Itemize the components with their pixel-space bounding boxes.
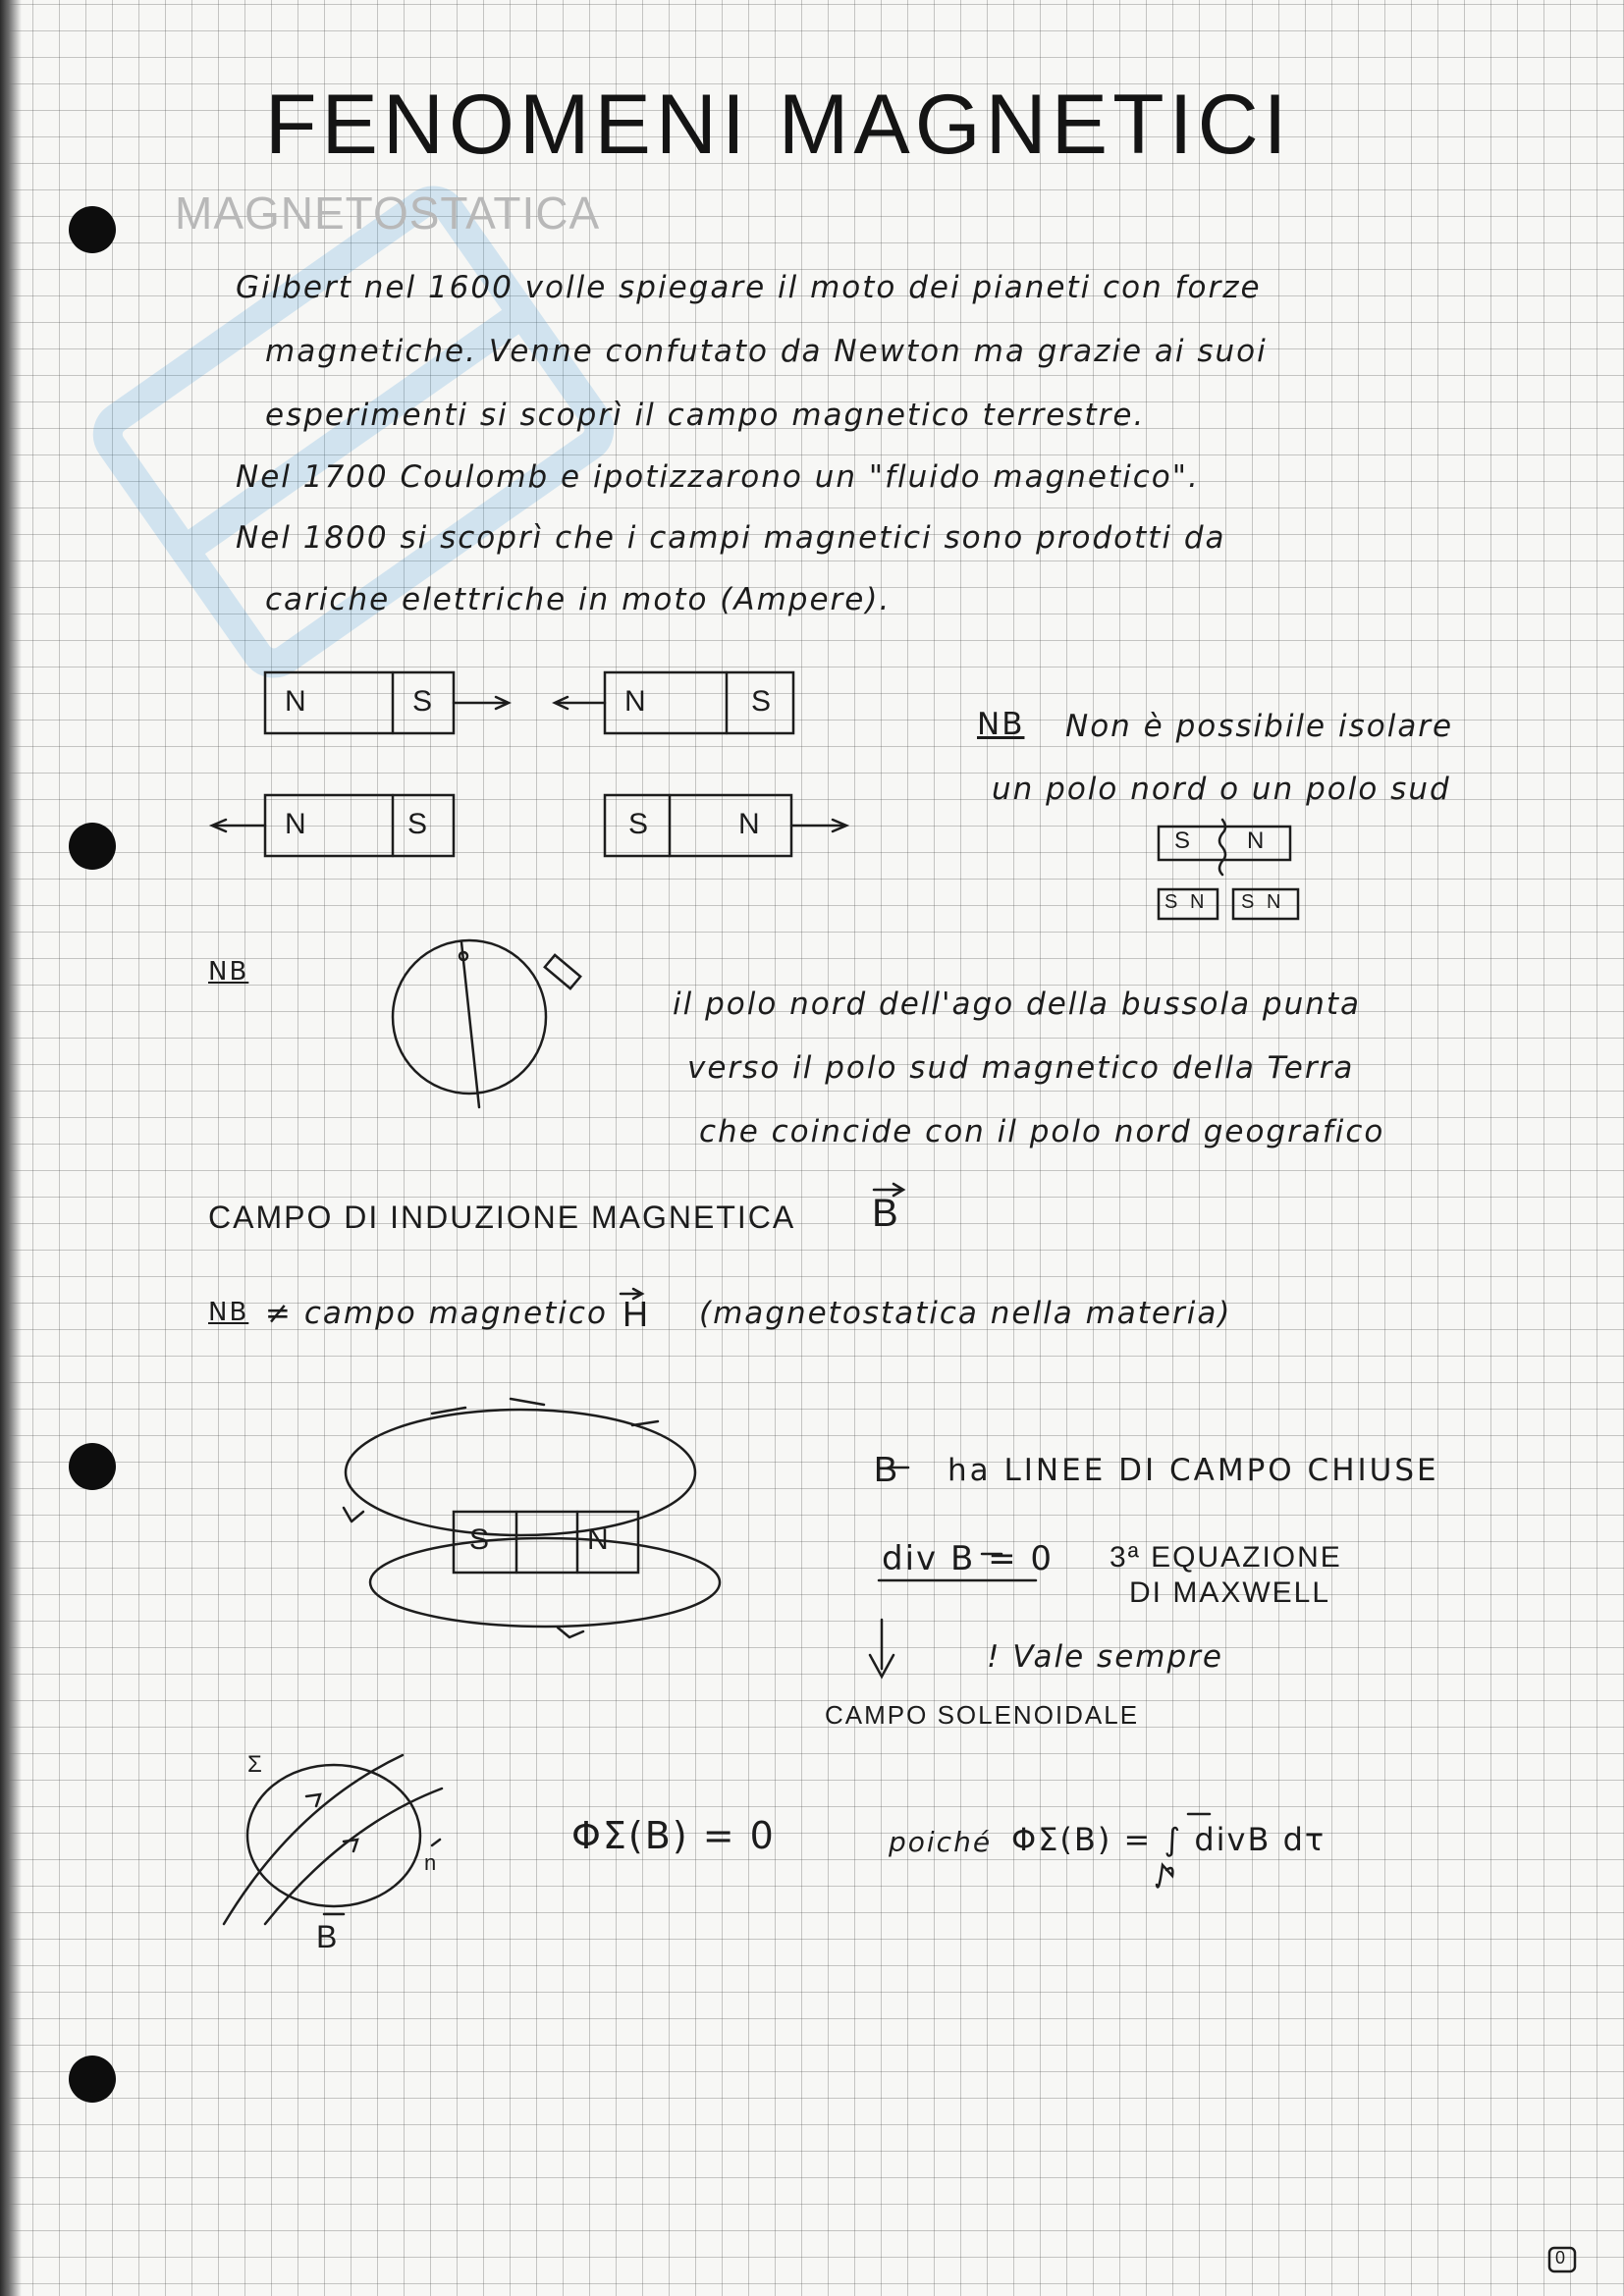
b-vector-symbol: B xyxy=(316,1919,340,1954)
normal-vector-label: n xyxy=(424,1850,439,1875)
magnet-pole-n: N xyxy=(1267,891,1283,913)
magnet-pole-n: N xyxy=(738,808,762,840)
page-corner-mark: 0 xyxy=(1555,2248,1568,2268)
magnet-pole-s: S xyxy=(1174,828,1193,854)
since-label: poiché xyxy=(889,1826,993,1858)
paragraph-line: cariche elettriche in moto (Ampere). xyxy=(265,582,892,617)
compass-note-line: che coincide con il polo nord geografico xyxy=(699,1114,1385,1149)
magnet-pole-s: S xyxy=(469,1523,492,1556)
magnet-pole-s: S xyxy=(407,808,430,840)
nb-label: NB xyxy=(208,957,249,987)
paragraph-line: Nel 1800 si scoprì che i campi magnetici sono prodotti da xyxy=(236,520,1226,556)
paragraph-line: Nel 1700 Coulomb e ipotizzarono un "fluido magnetico". xyxy=(236,459,1200,495)
paragraph-line: Gilbert nel 1600 volle spiegare il moto dei pianeti con forze xyxy=(236,270,1262,305)
solenoidal-text: CAMPO SOLENOIDALE xyxy=(825,1700,1140,1730)
magnet-pole-s: S xyxy=(412,685,435,718)
magnet-pole-s: S xyxy=(751,685,774,718)
magnet-pole-n: N xyxy=(285,685,308,718)
h-vector-symbol: H xyxy=(623,1294,650,1334)
magnet-pole-s: S xyxy=(628,808,651,840)
nb-poles-text: un polo nord o un polo sud xyxy=(992,772,1451,807)
flux-equation: ΦΣ(B) = 0 xyxy=(571,1814,776,1857)
maxwell-label: 3ª EQUAZIONE xyxy=(1110,1541,1342,1574)
magnet-pole-s: S xyxy=(1241,891,1257,913)
magnet-pole-n: N xyxy=(285,808,308,840)
nb-field-note: ≠ campo magnetico xyxy=(265,1296,608,1331)
b-vector-symbol: B xyxy=(872,1192,900,1235)
magnet-pole-n: N xyxy=(587,1523,611,1556)
maxwell-label: DI MAXWELL xyxy=(1129,1576,1331,1609)
always-valid-text: ! Vale sempre xyxy=(987,1639,1223,1675)
nb-label: NB xyxy=(208,1298,249,1327)
nb-poles-text: Non è possibile isolare xyxy=(1065,709,1454,744)
section-heading: CAMPO DI INDUZIONE MAGNETICA xyxy=(208,1200,796,1235)
nb-label: NB xyxy=(977,707,1025,742)
magnet-pole-n: N xyxy=(1247,828,1267,854)
compass-note-line: verso il polo sud magnetico della Terra xyxy=(687,1050,1355,1086)
flux-integral-equation: ΦΣ(B) = ∫ divB dτ xyxy=(1011,1821,1326,1858)
magnet-pole-s: S xyxy=(1164,891,1180,913)
paragraph-line: esperimenti si scoprì il campo magnetico terrestre. xyxy=(265,398,1146,433)
section-subtitle: MAGNETOSTATICA xyxy=(175,187,601,239)
sigma-label: Σ xyxy=(247,1751,264,1778)
b-vector-symbol: B xyxy=(874,1449,900,1489)
paragraph-line: magnetiche. Venne confutato da Newton ma grazie ai suoi xyxy=(265,334,1268,369)
page-title: FENOMENI MAGNETICI xyxy=(265,78,1292,172)
nb-field-paren: (magnetostatica nella materia) xyxy=(699,1296,1232,1331)
magnet-pole-n: N xyxy=(1190,891,1207,913)
div-equation: div B = 0 xyxy=(882,1539,1055,1578)
closed-lines-text: ha LINEE DI CAMPO CHIUSE xyxy=(947,1453,1439,1488)
compass-note-line: il polo nord dell'ago della bussola punta xyxy=(673,987,1362,1022)
magnet-pole-n: N xyxy=(624,685,648,718)
